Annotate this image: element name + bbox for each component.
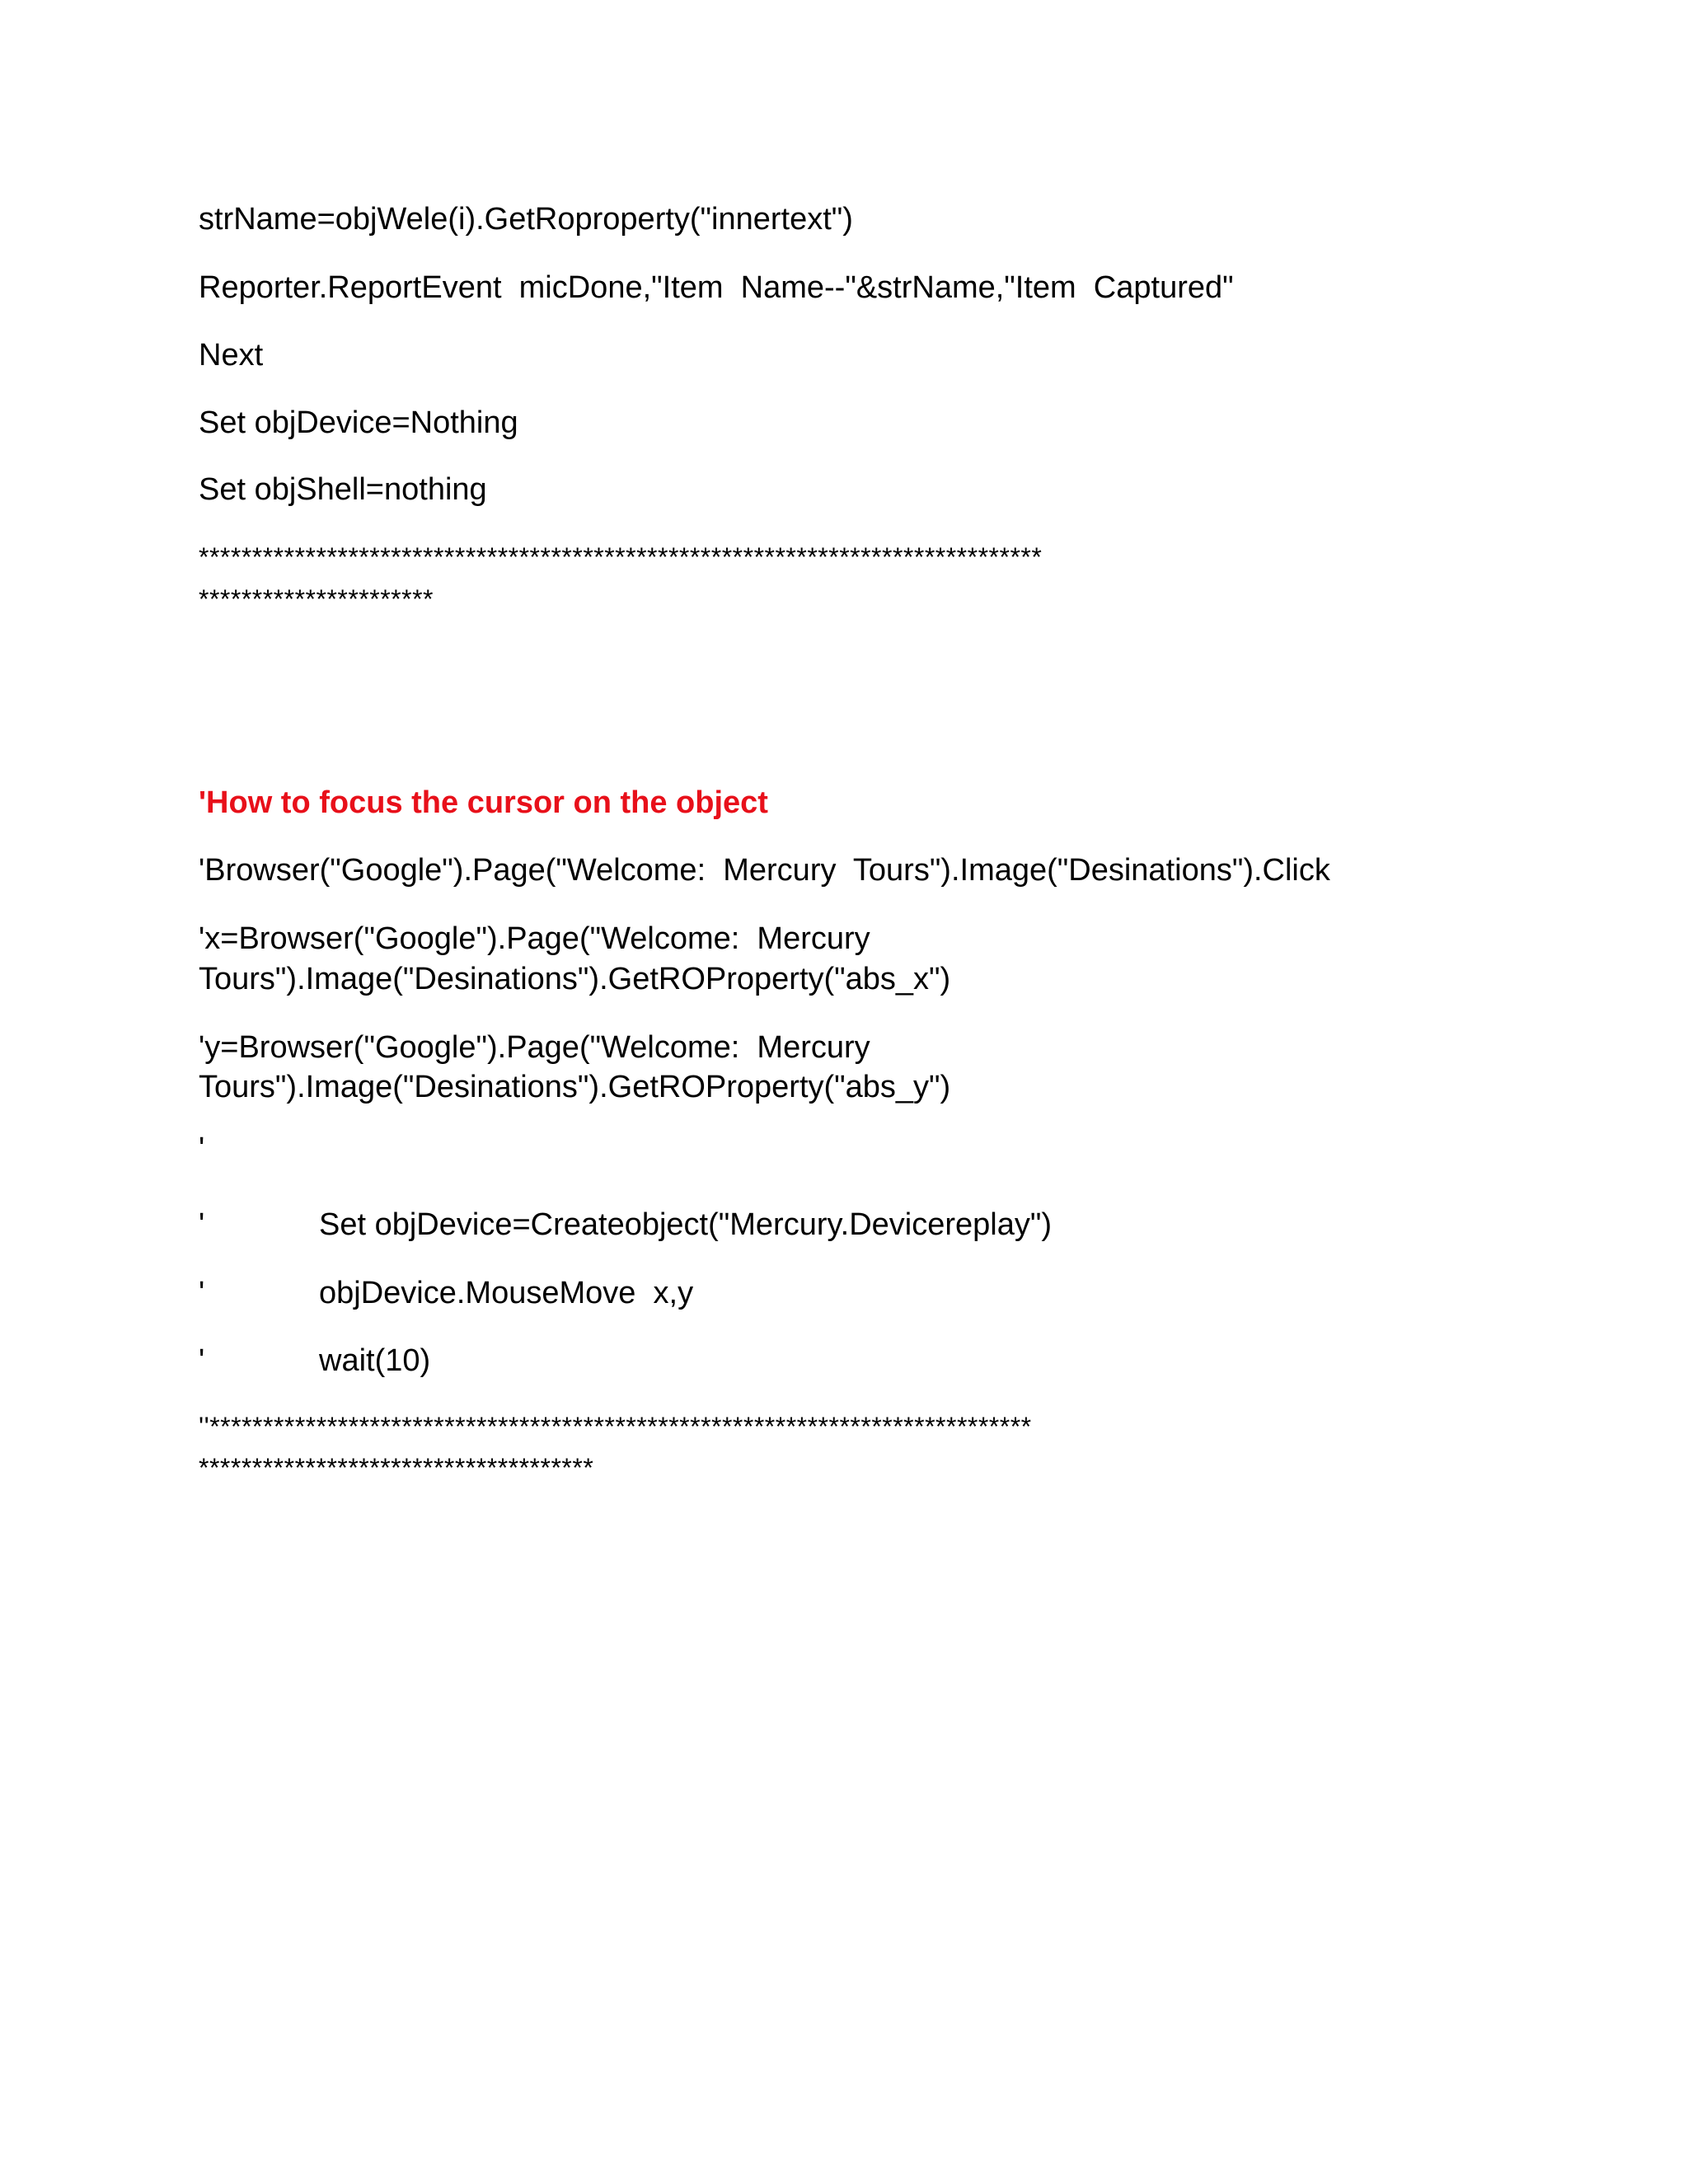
comment-mark-blank: ' <box>199 1132 205 1166</box>
code-line-createobject: Set objDevice=Createobject("Mercury.Devicereplay") <box>319 1207 1053 1242</box>
comment-mark: ' <box>199 1343 205 1378</box>
code-line-y-part1: 'y=Browser("Google").Page("Welcome: Mercury <box>199 1030 870 1065</box>
code-line-mousemove: objDevice.MouseMove x,y <box>319 1276 694 1310</box>
code-line-click: 'Browser("Google").Page("Welcome: Mercury Tours").Image("Desinations").Click <box>199 853 1330 888</box>
separator-line-1: ******************************************************************************* <box>199 542 1043 572</box>
separator-line-2: ********************** <box>199 584 434 614</box>
code-line-x-part1: 'x=Browser("Google").Page("Welcome: Mercury <box>199 921 870 956</box>
separator-line-3: ''***************************************************************************** <box>199 1412 1032 1441</box>
code-line-set-objdevice: Set objDevice=Nothing <box>199 405 518 440</box>
comment-mark: ' <box>199 1276 205 1310</box>
code-line-report-event: Reporter.ReportEvent micDone,"Item Name--"&strName,"Item Captured" <box>199 270 1234 305</box>
comment-mark: ' <box>199 1207 205 1242</box>
code-line-y-part2: Tours").Image("Desinations").GetROProperty("abs_y") <box>199 1070 951 1104</box>
code-line-wait: wait(10) <box>319 1343 431 1378</box>
code-line-strname: strName=objWele(i).GetRoproperty("innertext") <box>199 202 853 237</box>
code-line-x-part2: Tours").Image("Desinations").GetROProperty("abs_x") <box>199 962 951 996</box>
separator-line-4: ************************************* <box>199 1453 594 1483</box>
code-line-next: Next <box>199 338 264 373</box>
section-heading: 'How to focus the cursor on the object <box>199 785 768 820</box>
code-line-set-objshell: Set objShell=nothing <box>199 472 487 507</box>
